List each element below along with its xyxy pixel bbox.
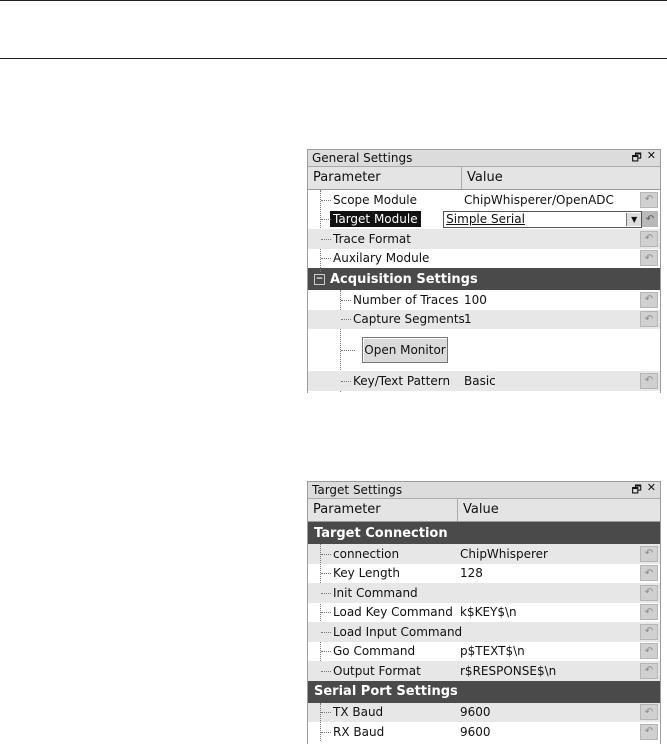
- parameter-tree: [307, 499, 661, 744]
- section-label: Acquisition Settings: [330, 271, 478, 287]
- param-value[interactable]: ChipWhisperer/OpenADC: [464, 192, 614, 207]
- close-icon[interactable]: ✕: [646, 481, 656, 494]
- param-name: Auxilary Module: [333, 251, 430, 266]
- section-label: Serial Port Settings: [314, 684, 458, 699]
- param-name: Load Key Command: [333, 605, 453, 620]
- param-name: Scope Module: [333, 192, 418, 207]
- column-parameter[interactable]: Parameter: [308, 167, 462, 189]
- param-row-output-format[interactable]: [308, 661, 660, 681]
- param-row-tx-baud[interactable]: [308, 703, 660, 723]
- param-value[interactable]: k$KEY$\n: [460, 605, 517, 620]
- reset-icon[interactable]: ↶: [640, 724, 658, 740]
- param-value[interactable]: 1: [464, 312, 472, 327]
- param-value[interactable]: Basic: [464, 373, 496, 388]
- param-name: Target Module: [330, 211, 421, 227]
- target-settings-panel: [307, 481, 661, 744]
- panel-title: General Settings: [312, 151, 413, 165]
- param-row-go-command[interactable]: [308, 642, 660, 662]
- param-row-load-input-command[interactable]: [308, 622, 660, 642]
- param-name: connection: [333, 546, 400, 561]
- param-value[interactable]: 100: [464, 292, 487, 307]
- param-value[interactable]: 128: [460, 566, 483, 581]
- open-monitor-button[interactable]: Open Monitor: [362, 337, 448, 363]
- header-rule: [0, 58, 667, 59]
- param-name: RX Baud: [333, 724, 385, 739]
- param-name: Output Format: [333, 663, 421, 678]
- param-value[interactable]: r$RESPONSE$\n: [460, 663, 557, 678]
- param-value[interactable]: 9600: [460, 724, 491, 739]
- param-row-rx-baud[interactable]: [308, 722, 660, 742]
- acquisition-settings-section[interactable]: [308, 268, 660, 290]
- param-row-connection[interactable]: [308, 544, 660, 564]
- monitor-row: [308, 329, 660, 371]
- float-icon[interactable]: 🗗: [631, 482, 642, 496]
- reset-icon[interactable]: ↶: [640, 663, 658, 679]
- param-row-target-module[interactable]: [308, 210, 660, 230]
- param-row-load-key-command[interactable]: [308, 603, 660, 623]
- reset-icon[interactable]: ↶: [640, 565, 658, 581]
- param-name: Go Command: [333, 644, 416, 659]
- param-name: Init Command: [333, 585, 418, 600]
- serial-port-settings-section[interactable]: [308, 681, 660, 703]
- column-header: [308, 167, 660, 190]
- close-icon[interactable]: ✕: [646, 149, 656, 162]
- reset-icon[interactable]: ↶: [640, 604, 658, 620]
- reset-icon[interactable]: ↶: [640, 585, 658, 601]
- select-value: Simple Serial: [446, 212, 525, 227]
- reset-icon[interactable]: ↶: [640, 250, 658, 266]
- reset-icon[interactable]: ↶: [640, 231, 658, 247]
- column-header: [308, 499, 660, 522]
- general-settings-panel: [307, 149, 661, 393]
- panel-title: Target Settings: [312, 483, 403, 497]
- param-name: Trace Format: [333, 231, 411, 246]
- reset-icon[interactable]: ↶: [642, 211, 658, 227]
- param-name: Load Input Command: [333, 624, 463, 639]
- reset-icon[interactable]: ↶: [640, 546, 658, 562]
- param-value[interactable]: ChipWhisperer: [460, 546, 548, 561]
- reset-icon[interactable]: ↶: [640, 624, 658, 640]
- reset-icon[interactable]: ↶: [640, 373, 658, 389]
- param-value[interactable]: 9600: [460, 705, 491, 720]
- reset-icon[interactable]: ↶: [640, 192, 658, 208]
- target-connection-section[interactable]: [308, 522, 660, 544]
- param-value[interactable]: p$TEXT$\n: [460, 644, 525, 659]
- general-settings-titlebar[interactable]: [307, 149, 661, 167]
- param-name: Key/Text Pattern: [353, 373, 451, 388]
- target-settings-titlebar[interactable]: [307, 481, 661, 499]
- param-row-init-command[interactable]: [308, 583, 660, 603]
- top-rule: [0, 0, 667, 1]
- reset-icon[interactable]: ↶: [640, 311, 658, 327]
- param-row-key-text-pattern[interactable]: [308, 371, 660, 391]
- param-name: Key Length: [333, 566, 400, 581]
- param-row-capture-segments[interactable]: [308, 310, 660, 330]
- param-name: TX Baud: [333, 705, 384, 720]
- param-row-trace-format[interactable]: [308, 229, 660, 249]
- reset-icon[interactable]: ↶: [640, 643, 658, 659]
- param-row-number-of-traces[interactable]: [308, 290, 660, 310]
- param-name: Number of Traces: [353, 292, 459, 307]
- param-row-scope-module[interactable]: [308, 190, 660, 210]
- reset-icon[interactable]: ↶: [640, 292, 658, 308]
- target-module-select[interactable]: [443, 211, 642, 228]
- reset-icon[interactable]: ↶: [640, 704, 658, 720]
- param-row-auxilary-module[interactable]: [308, 249, 660, 269]
- column-value[interactable]: Value: [467, 170, 503, 185]
- param-row-key-length[interactable]: [308, 564, 660, 584]
- column-parameter[interactable]: Parameter: [308, 499, 458, 521]
- parameter-tree: [307, 167, 661, 393]
- section-label: Target Connection: [314, 525, 448, 541]
- chevron-down-icon[interactable]: ▼: [626, 213, 641, 226]
- collapse-icon[interactable]: −: [315, 273, 324, 284]
- float-icon[interactable]: 🗗: [631, 150, 642, 164]
- column-value[interactable]: Value: [463, 502, 499, 517]
- param-name: Capture Segments: [353, 312, 465, 327]
